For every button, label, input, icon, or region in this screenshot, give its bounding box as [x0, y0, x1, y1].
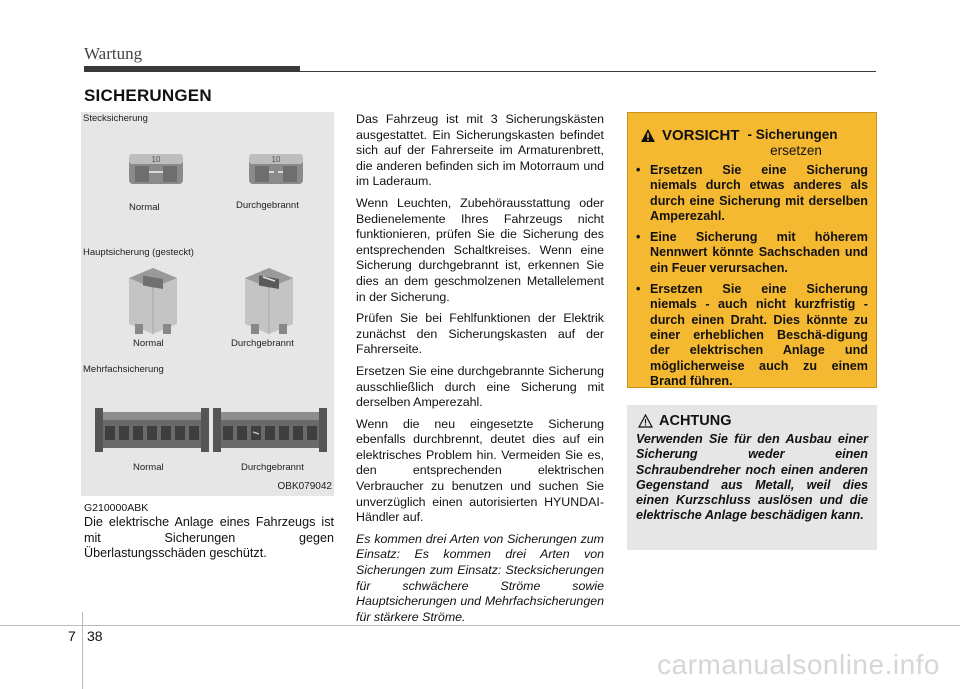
fuse-figure [81, 112, 334, 496]
header-rule [300, 71, 876, 72]
multi-fuse-normal [95, 404, 209, 456]
page-chapter: 7 [68, 628, 76, 644]
footer-divider [82, 612, 83, 689]
paragraph-6: Es kommen drei Arten von Sicherungen zum Einsatz: Es kommen drei Arten von Sicherungen zum Einsatz: Stecksicherungen für schwächere Ströme sowie Hauptsicherungen und Mehrfachsicherungen für stärkere Ströme. [356, 531, 604, 624]
warning-icon [640, 128, 656, 143]
caution-header [636, 127, 868, 144]
label-normal-2: Normal [133, 338, 164, 349]
paragraph-2: Wenn Leuchten, Zubehörausstattung oder Bedienelemente Ihres Fahrzeugs nicht funktionieren, prüfen Sie die Sicherung des entsprechenden Schaltkreises. Wenn eine Sicherung durchgebrannt ist, erkennen Sie dies an dem geschmolzenen Metallelement in der Sicherung. [356, 195, 604, 304]
label-blown-3: Durchgebrannt [241, 462, 304, 473]
intro-text: Die elektrische Anlage eines Fahrzeugs ist mit Sicherungen gegen Überlastungsschäden geschützt. [84, 515, 334, 560]
caution-item: • Ersetzen Sie eine Sicherung niemals - auch nicht kurzfristig - durch einen Draht. Dies könnte zu einer erheblichen Beschä-digung der elektrischen Anlage und möglicherweise auch zu einem Brand führen. [636, 282, 868, 388]
label-normal-1: Normal [129, 202, 160, 213]
header-bar [84, 66, 300, 72]
multi-fuse-blown [213, 404, 327, 456]
fuse-marking-normal: 10 [151, 155, 161, 164]
achtung-text: Verwenden Sie für den Ausbau einer Sicherung weder einen Schraubendreher noch einen anderen Gegenstand aus Metall, weil dies einen Kurzschluss auslösen und die elektrische Anlage beschädigen kann. [636, 432, 868, 523]
paragraph-5: Wenn die neu eingesetzte Sicherung ebenfalls durchbrennt, deutet dies auf ein elektrisches Problem hin. Vermeiden Sie es, den entsprechenden elektrischen Verbraucher zu benutzen und suchen Sie unverzüglich einen autorisierten HYUNDAI-Händler auf. [356, 416, 604, 525]
label-blown-1: Durchgebrannt [236, 200, 299, 211]
cartridge-fuse-normal [123, 264, 183, 338]
label-multi-fuse: Mehrfachsicherung [83, 364, 164, 375]
achtung-box [627, 405, 877, 550]
label-normal-3: Normal [133, 462, 164, 473]
caution-subtitle: - Sicherungen [747, 127, 838, 142]
paragraph-3: Prüfen Sie bei Fehlfunktionen der Elektrik zunächst den Sicherungskasten auf der Fahrerseite. [356, 311, 604, 357]
caution-item: • Ersetzen Sie eine Sicherung niemals durch etwas anderes als durch eine Sicherung mit derselben Amperezahl. [636, 163, 868, 223]
caution-title: VORSICHT [662, 127, 740, 144]
blade-fuse-blown [245, 150, 307, 190]
page-number: 38 [87, 628, 103, 644]
achtung-header [638, 413, 868, 429]
paragraph-4: Ersetzen Sie eine durchgebrannte Sicherung ausschließlich durch eine Sicherung mit derselben Amperezahl. [356, 363, 604, 410]
achtung-title: ACHTUNG [659, 413, 732, 429]
caution-list [636, 163, 868, 389]
watermark: carmanualsonline.info [657, 649, 940, 680]
figure-code: OBK079042 [277, 481, 332, 492]
main-text-column [356, 112, 604, 631]
caution-item: • Eine Sicherung mit höherem Nennwert könnte Sachschaden und ein Feuer verursachen. [636, 230, 868, 275]
chapter-title: Wartung [84, 44, 143, 63]
label-blown-2: Durchgebrannt [231, 338, 294, 349]
section-title: SICHERUNGEN [84, 86, 212, 105]
fuse-marking-blown: 10 [271, 155, 281, 164]
cartridge-fuse-blown [239, 264, 299, 338]
footer-rule [0, 625, 960, 626]
label-main-fuse: Hauptsicherung (gesteckt) [83, 247, 194, 258]
paragraph-1: Das Fahrzeug ist mit 3 Sicherungskästen ausgestattet. Ein Sicherungskasten befindet sich auf der Fahrerseite im Armaturenbrett, die anderen befinden sich im Motorraum und im Laderaum. [356, 112, 604, 189]
section-code: G210000ABK [84, 502, 149, 514]
warning-outline-icon [638, 414, 653, 428]
caution-subtitle-2: ersetzen [770, 143, 822, 158]
label-plug-fuse: Stecksicherung [83, 113, 148, 124]
caution-box [627, 112, 877, 388]
blade-fuse-normal [125, 150, 187, 190]
